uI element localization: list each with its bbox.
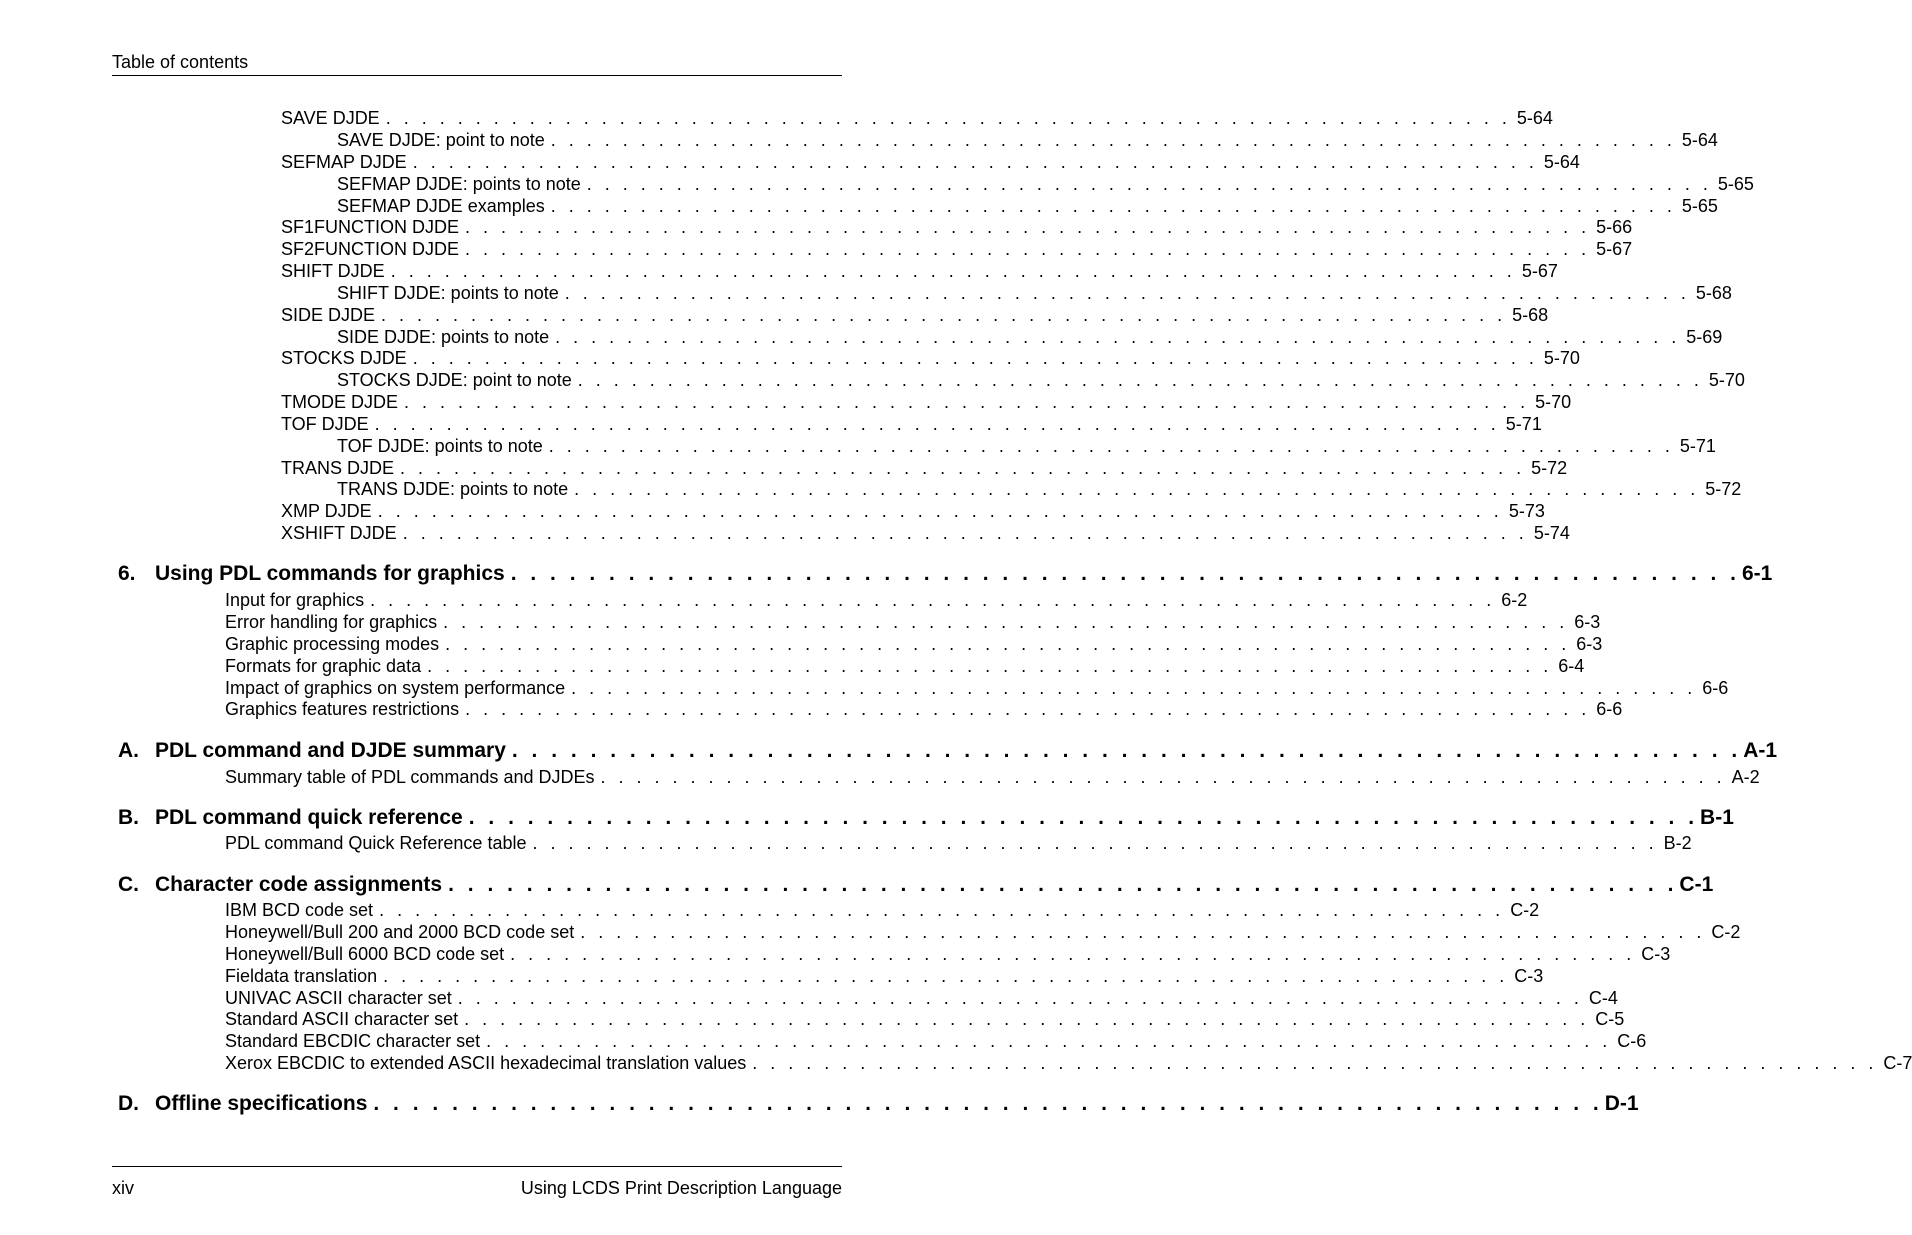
footer-rule	[112, 1166, 842, 1167]
toc-entry-title: Formats for graphic data	[225, 656, 422, 676]
toc-entry-title: XMP DJDE	[281, 501, 372, 521]
running-header: Table of contents	[112, 52, 249, 72]
toc-chapter-heading[interactable]	[118, 1091, 1639, 1117]
dot-leader: . . . . . . . . . . . . . . . . . . . . . . . . . . . . . . . . . . . . . . . . . . . . . . . . . . . . . . . . . . . . . . .	[532, 833, 1658, 853]
toc-section-entry[interactable]	[225, 1030, 1647, 1052]
dot-leader: . . . . . . . . . . . . . . . . . . . . . . . . . . . . . . . . . . . . . . . . . . . . . . . . . . . . . . . . . . . . . . .	[600, 767, 1726, 787]
toc-section-entry[interactable]	[281, 347, 1580, 369]
toc-entry-page: C-5	[1595, 1009, 1625, 1029]
toc-entry-title: STOCKS DJDE: point to note	[337, 370, 572, 390]
toc-entry-title: Summary table of PDL commands and DJDEs	[225, 767, 595, 787]
dot-leader: . . . . . . . . . . . . . . . . . . . . . . . . . . . . . . . . . . . . . . . . . . . . . . . . . . . . . . . . . . . . . . .	[752, 1053, 1878, 1073]
toc-entry-page: 6-4	[1558, 656, 1585, 676]
dot-leader: . . . . . . . . . . . . . . . . . . . . . . . . . . . . . . . . . . . . . . . . . . . . . . . . . . . . . . . . . . . . . . .	[383, 966, 1509, 986]
dot-leader: . . . . . . . . . . . . . . . . . . . . . . . . . . . . . . . . . . . . . . . . . . . . . . . . . . . . . . . . . . . . . . .	[511, 739, 1742, 762]
chapter-page: C-1	[1679, 873, 1714, 896]
dot-leader: . . . . . . . . . . . . . . . . . . . . . . . . . . . . . . . . . . . . . . . . . . . . . . . . . . . . . . . . . . . . . . .	[510, 944, 1636, 964]
toc-subsection-entry[interactable]	[337, 369, 1745, 391]
toc-entry-title: Error handling for graphics	[225, 612, 438, 632]
toc-entry-title: STOCKS DJDE	[281, 348, 407, 368]
dot-leader: . . . . . . . . . . . . . . . . . . . . . . . . . . . . . . . . . . . . . . . . . . . . . . . . . . . . . . . . . . . . . . .	[374, 414, 1500, 434]
toc-entry-page: C-7	[1883, 1053, 1912, 1073]
toc-entry-title: XSHIFT DJDE	[281, 523, 397, 543]
toc-entry-page: 6-3	[1576, 634, 1603, 654]
toc-entry-page: 5-69	[1686, 327, 1723, 347]
dot-leader: . . . . . . . . . . . . . . . . . . . . . . . . . . . . . . . . . . . . . . . . . . . . . . . . . . . . . . . . . . . . . . .	[402, 523, 1528, 543]
dot-leader: . . . . . . . . . . . . . . . . . . . . . . . . . . . . . . . . . . . . . . . . . . . . . . . . . . . . . . . . . . . . . . .	[400, 458, 1526, 478]
toc-entry-page: 5-64	[1516, 108, 1553, 128]
toc-section-entry[interactable]	[225, 677, 1729, 699]
toc-entry-page: 5-72	[1531, 458, 1568, 478]
dot-leader: . . . . . . . . . . . . . . . . . . . . . . . . . . . . . . . . . . . . . . . . . . . . . . . . . . . . . . . . . . . . . . .	[486, 1031, 1612, 1051]
toc-entry-page: 5-64	[1681, 130, 1718, 150]
dot-leader: . . . . . . . . . . . . . . . . . . . . . . . . . . . . . . . . . . . . . . . . . . . . . . . . . . . . . . . . . . . . . . .	[510, 562, 1740, 585]
toc-section-entry[interactable]	[225, 1052, 1912, 1074]
toc-entry-page: 5-65	[1717, 174, 1754, 194]
toc-section-entry[interactable]	[225, 921, 1741, 943]
toc-section-entry[interactable]	[281, 304, 1549, 326]
dot-leader: . . . . . . . . . . . . . . . . . . . . . . . . . . . . . . . . . . . . . . . . . . . . . . . . . . . . . . . . . . . . . . .	[574, 479, 1700, 499]
toc-entry-page: C-3	[1641, 944, 1671, 964]
dot-leader: . . . . . . . . . . . . . . . . . . . . . . . . . . . . . . . . . . . . . . . . . . . . . . . . . . . . . . . . . . . . . . .	[548, 436, 1674, 456]
toc-section-entry[interactable]	[225, 655, 1585, 677]
toc-entry-page: C-3	[1514, 966, 1544, 986]
dot-leader: . . . . . . . . . . . . . . . . . . . . . . . . . . . . . . . . . . . . . . . . . . . . . . . . . . . . . . . . . . . . . . .	[465, 217, 1591, 237]
toc-entry-page: 5-70	[1543, 348, 1580, 368]
toc-section-entry[interactable]	[281, 107, 1553, 129]
toc-entry-title: SHIFT DJDE: points to note	[337, 283, 559, 303]
toc-section-entry[interactable]	[281, 151, 1580, 173]
dot-leader: . . . . . . . . . . . . . . . . . . . . . . . . . . . . . . . . . . . . . . . . . . . . . . . . . . . . . . . . . . . . . . .	[412, 348, 1538, 368]
chapter-number: 6.	[118, 562, 136, 585]
dot-leader: . . . . . . . . . . . . . . . . . . . . . . . . . . . . . . . . . . . . . . . . . . . . . . . . . . . . . . . . . . . . . . .	[379, 900, 1505, 920]
toc-entry-title: Standard ASCII character set	[225, 1009, 459, 1029]
toc-entry-page: 5-70	[1535, 392, 1572, 412]
chapter-title: PDL command and DJDE summary	[155, 739, 506, 762]
toc-entry-page: C-4	[1588, 988, 1618, 1008]
chapter-number: B.	[118, 806, 139, 829]
toc-entry-page: 6-6	[1596, 699, 1623, 719]
toc-section-entry[interactable]	[281, 413, 1542, 435]
dot-leader: . . . . . . . . . . . . . . . . . . . . . . . . . . . . . . . . . . . . . . . . . . . . . . . . . . . . . . . . . . . . . . .	[464, 1009, 1590, 1029]
toc-entry-page: 6-6	[1702, 678, 1729, 698]
chapter-page: 6-1	[1742, 562, 1773, 585]
toc-subsection-entry[interactable]	[337, 478, 1742, 500]
toc-entry-page: C-2	[1510, 900, 1540, 920]
chapter-title: PDL command quick reference	[155, 806, 463, 829]
toc-section-entry[interactable]	[225, 987, 1618, 1009]
toc-entry-title: TRANS DJDE	[281, 458, 395, 478]
toc-subsection-entry[interactable]	[337, 435, 1716, 457]
toc-entry-title: SEFMAP DJDE: points to note	[337, 174, 581, 194]
dot-leader: . . . . . . . . . . . . . . . . . . . . . . . . . . . . . . . . . . . . . . . . . . . . . . . . . . . . . . . . . . . . . . .	[457, 988, 1583, 1008]
toc-entry-page: 6-2	[1501, 590, 1528, 610]
toc-section-entry[interactable]	[281, 522, 1570, 544]
toc-section-entry[interactable]	[225, 611, 1601, 633]
toc-section-entry[interactable]	[281, 500, 1545, 522]
toc-section-entry[interactable]	[225, 633, 1603, 655]
toc-section-entry[interactable]	[225, 899, 1540, 921]
dot-leader: . . . . . . . . . . . . . . . . . . . . . . . . . . . . . . . . . . . . . . . . . . . . . . . . . . . . . . . . . . . . . . .	[555, 327, 1681, 347]
toc-entry-page: 5-68	[1695, 283, 1732, 303]
toc-entry-page: C-6	[1617, 1031, 1647, 1051]
chapter-title: Offline specifications	[155, 1092, 368, 1115]
chapter-title: Using PDL commands for graphics	[155, 562, 505, 585]
toc-entry-page: 5-73	[1508, 501, 1545, 521]
toc-entry-page: A-2	[1731, 767, 1760, 787]
toc-entry-page: 5-65	[1681, 196, 1718, 216]
toc-entry-page: 5-71	[1679, 436, 1716, 456]
chapter-number: C.	[118, 873, 139, 896]
footer-book-title: Using LCDS Print Description Language	[520, 1178, 842, 1198]
toc-entry-page: 6-3	[1574, 612, 1601, 632]
toc-section-entry[interactable]	[225, 1008, 1625, 1030]
toc-entry-title: Impact of graphics on system performance	[225, 678, 566, 698]
toc-entry-title: TOF DJDE: points to note	[337, 436, 543, 456]
toc-entry-title: Graphic processing modes	[225, 634, 440, 654]
toc-entry-title: Xerox EBCDIC to extended ASCII hexadecimal translation values	[225, 1053, 747, 1073]
chapter-page: A-1	[1743, 739, 1778, 762]
toc-entry-title: SEFMAP DJDE	[281, 152, 407, 172]
toc-section-entry[interactable]	[281, 260, 1558, 282]
chapter-title: Character code assignments	[155, 873, 443, 896]
toc-entry-page: 5-68	[1512, 305, 1549, 325]
running-footer	[112, 1177, 842, 1199]
dot-leader: . . . . . . . . . . . . . . . . . . . . . . . . . . . . . . . . . . . . . . . . . . . . . . . . . . . . . . . . . . . . . . .	[550, 130, 1676, 150]
dot-leader: . . . . . . . . . . . . . . . . . . . . . . . . . . . . . . . . . . . . . . . . . . . . . . . . . . . . . . . . . . . . . . .	[468, 806, 1699, 829]
toc-section-entry[interactable]	[225, 832, 1692, 854]
toc-section-entry[interactable]	[281, 238, 1633, 260]
toc-section-entry[interactable]	[281, 457, 1568, 479]
dot-leader: . . . . . . . . . . . . . . . . . . . . . . . . . . . . . . . . . . . . . . . . . . . . . . . . . . . . . . . . . . . . . . .	[370, 590, 1496, 610]
toc-entry-title: TRANS DJDE: points to note	[337, 479, 569, 499]
chapter-page: D-1	[1604, 1092, 1639, 1115]
chapter-number: A.	[118, 739, 139, 762]
dot-leader: . . . . . . . . . . . . . . . . . . . . . . . . . . . . . . . . . . . . . . . . . . . . . . . . . . . . . . . . . . . . . . .	[404, 392, 1530, 412]
toc-entry-title: Honeywell/Bull 200 and 2000 BCD code set	[225, 922, 575, 942]
toc-entry-page: 5-66	[1596, 217, 1633, 237]
toc-subsection-entry[interactable]	[337, 282, 1732, 304]
toc-section-entry[interactable]	[281, 391, 1572, 413]
toc-entry-title: TMODE DJDE	[281, 392, 398, 412]
toc-subsection-entry[interactable]	[337, 129, 1718, 151]
toc-section-entry[interactable]	[225, 965, 1544, 987]
toc-entry-page: 5-74	[1533, 523, 1570, 543]
toc-subsection-entry[interactable]	[337, 173, 1754, 195]
toc-section-entry[interactable]	[225, 698, 1623, 720]
toc-entry-title: SAVE DJDE: point to note	[337, 130, 545, 150]
toc-entry-title: SIDE DJDE: points to note	[337, 327, 550, 347]
toc-entry-title: Graphics features restrictions	[225, 699, 460, 719]
toc-chapter-heading[interactable]	[118, 805, 1734, 831]
dot-leader: . . . . . . . . . . . . . . . . . . . . . . . . . . . . . . . . . . . . . . . . . . . . . . . . . . . . . . . . . . . . . . .	[373, 1092, 1603, 1115]
toc-entry-title: Fieldata translation	[225, 966, 378, 986]
toc-chapter-heading[interactable]	[118, 738, 1778, 764]
toc-entry-title: UNIVAC ASCII character set	[225, 988, 452, 1008]
toc-entry-title: SF1FUNCTION DJDE	[281, 217, 460, 237]
toc-entry-title: Honeywell/Bull 6000 BCD code set	[225, 944, 505, 964]
dot-leader: . . . . . . . . . . . . . . . . . . . . . . . . . . . . . . . . . . . . . . . . . . . . . . . . . . . . . . . . . . . . . . .	[427, 656, 1553, 676]
toc-entry-title: SEFMAP DJDE examples	[337, 196, 545, 216]
toc-entry-title: SHIFT DJDE	[281, 261, 385, 281]
header-rule	[112, 75, 842, 76]
toc-chapter-heading[interactable]	[118, 561, 1773, 587]
toc-entry-title: Input for graphics	[225, 590, 365, 610]
chapter-page: B-1	[1700, 806, 1734, 829]
toc-section-entry[interactable]	[225, 589, 1528, 611]
dot-leader: . . . . . . . . . . . . . . . . . . . . . . . . . . . . . . . . . . . . . . . . . . . . . . . . . . . . . . . . . . . . . . .	[443, 612, 1569, 632]
toc-entry-title: SIDE DJDE	[281, 305, 376, 325]
dot-leader: . . . . . . . . . . . . . . . . . . . . . . . . . . . . . . . . . . . . . . . . . . . . . . . . . . . . . . . . . . . . . . .	[448, 873, 1678, 896]
toc-entry-page: 5-71	[1505, 414, 1542, 434]
toc-section-entry[interactable]	[225, 766, 1760, 788]
toc-entry-page: 5-67	[1596, 239, 1633, 259]
toc-entry-title: SF2FUNCTION DJDE	[281, 239, 460, 259]
toc-entry-page: 5-70	[1708, 370, 1745, 390]
dot-leader: . . . . . . . . . . . . . . . . . . . . . . . . . . . . . . . . . . . . . . . . . . . . . . . . . . . . . . . . . . . . . . .	[390, 261, 1516, 281]
dot-leader: . . . . . . . . . . . . . . . . . . . . . . . . . . . . . . . . . . . . . . . . . . . . . . . . . . . . . . . . . . . . . . .	[381, 305, 1507, 325]
toc-section-entry[interactable]	[281, 216, 1633, 238]
toc-entry-page: B-2	[1663, 833, 1692, 853]
footer-page-number: xiv	[112, 1178, 134, 1198]
dot-leader: . . . . . . . . . . . . . . . . . . . . . . . . . . . . . . . . . . . . . . . . . . . . . . . . . . . . . . . . . . . . . . .	[465, 699, 1591, 719]
dot-leader: . . . . . . . . . . . . . . . . . . . . . . . . . . . . . . . . . . . . . . . . . . . . . . . . . . . . . . . . . . . . . . .	[412, 152, 1538, 172]
dot-leader: . . . . . . . . . . . . . . . . . . . . . . . . . . . . . . . . . . . . . . . . . . . . . . . . . . . . . . . . . . . . . . .	[586, 174, 1712, 194]
toc-section-entry[interactable]	[225, 943, 1671, 965]
toc-entry-page: 5-72	[1705, 479, 1742, 499]
toc-entry-page: 5-64	[1543, 152, 1580, 172]
toc-entry-title: TOF DJDE	[281, 414, 369, 434]
toc-entry-page: 5-67	[1521, 261, 1558, 281]
toc-entry-title: SAVE DJDE	[281, 108, 380, 128]
toc-entry-title: PDL command Quick Reference table	[225, 833, 527, 853]
dot-leader: . . . . . . . . . . . . . . . . . . . . . . . . . . . . . . . . . . . . . . . . . . . . . . . . . . . . . . . . . . . . . . .	[385, 108, 1511, 128]
dot-leader: . . . . . . . . . . . . . . . . . . . . . . . . . . . . . . . . . . . . . . . . . . . . . . . . . . . . . . . . . . . . . . .	[571, 678, 1697, 698]
dot-leader: . . . . . . . . . . . . . . . . . . . . . . . . . . . . . . . . . . . . . . . . . . . . . . . . . . . . . . . . . . . . . . .	[564, 283, 1690, 303]
toc-subsection-entry[interactable]	[337, 195, 1718, 217]
dot-leader: . . . . . . . . . . . . . . . . . . . . . . . . . . . . . . . . . . . . . . . . . . . . . . . . . . . . . . . . . . . . . . .	[580, 922, 1706, 942]
toc-subsection-entry[interactable]	[337, 326, 1723, 348]
dot-leader: . . . . . . . . . . . . . . . . . . . . . . . . . . . . . . . . . . . . . . . . . . . . . . . . . . . . . . . . . . . . . . .	[377, 501, 1503, 521]
toc-entry-title: Standard EBCDIC character set	[225, 1031, 481, 1051]
dot-leader: . . . . . . . . . . . . . . . . . . . . . . . . . . . . . . . . . . . . . . . . . . . . . . . . . . . . . . . . . . . . . . .	[465, 239, 1591, 259]
toc-entry-page: C-2	[1711, 922, 1741, 942]
dot-leader: . . . . . . . . . . . . . . . . . . . . . . . . . . . . . . . . . . . . . . . . . . . . . . . . . . . . . . . . . . . . . . .	[445, 634, 1571, 654]
dot-leader: . . . . . . . . . . . . . . . . . . . . . . . . . . . . . . . . . . . . . . . . . . . . . . . . . . . . . . . . . . . . . . .	[577, 370, 1703, 390]
dot-leader: . . . . . . . . . . . . . . . . . . . . . . . . . . . . . . . . . . . . . . . . . . . . . . . . . . . . . . . . . . . . . . .	[550, 196, 1676, 216]
chapter-number: D.	[118, 1092, 139, 1115]
toc-entry-title: IBM BCD code set	[225, 900, 374, 920]
toc-chapter-heading[interactable]	[118, 872, 1714, 898]
